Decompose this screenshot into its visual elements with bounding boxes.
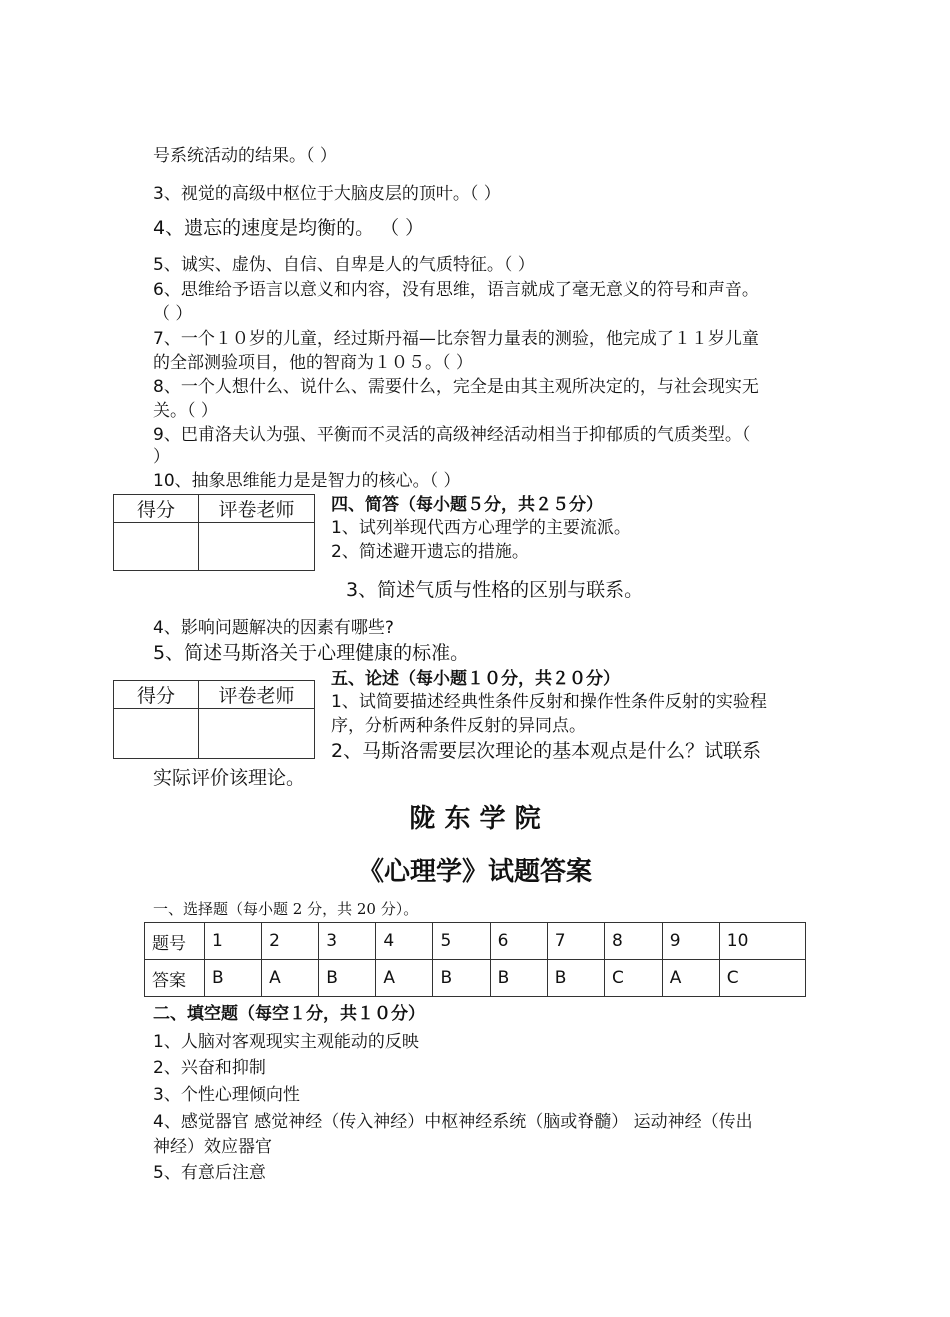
answer-cell: B xyxy=(547,960,604,997)
answer-title: 《心理学》试题答案 xyxy=(357,857,592,887)
essay-q1-line1: 1、试简要描述经典性条件反射和操作性条件反射的实验程 xyxy=(331,692,767,712)
essay-q2-line1: 2、马斯洛需要层次理论的基本观点是什么？试联系 xyxy=(331,740,762,762)
answer-cell: C xyxy=(719,960,805,997)
fill-answer-4-line1: 4、感觉器官 感觉神经（传入神经）中枢神经系统（脑或脊髓） 运动神经（传出 xyxy=(153,1112,753,1132)
score-label: 得分 xyxy=(114,681,199,709)
judgement-q9-line2: ） xyxy=(153,447,170,467)
essay-q2-line2: 实际评价该理论。 xyxy=(153,767,306,789)
essay-heading: 五、论述（每小题１０分，共２０分） xyxy=(331,669,620,689)
short-answer-q4: 4、影响问题解决的因素有哪些? xyxy=(153,618,394,638)
fill-answer-4-line2: 神经）效应器官 xyxy=(153,1137,272,1157)
judgement-q6-line2: （ ） xyxy=(153,304,193,324)
question-number-label: 题号 xyxy=(145,923,205,960)
score-box-section5 xyxy=(113,680,315,759)
judgement-q10: 10、抽象思维能力是是智力的核心。（ ） xyxy=(153,471,461,491)
short-answer-heading: 四、简答（每小题５分，共２５分） xyxy=(331,495,603,515)
grader-label: 评卷老师 xyxy=(199,495,315,523)
judgement-q9-line1: 9、巴甫洛夫认为强、平衡而不灵活的高级神经活动相当于抑郁质的气质类型。（ xyxy=(153,425,751,445)
short-answer-q2: 2、简述避开遗忘的措施。 xyxy=(331,542,529,562)
short-answer-q3: 3、简述气质与性格的区别与联系。 xyxy=(346,579,644,601)
question-number-row xyxy=(145,923,806,960)
answer-cell: B xyxy=(319,960,376,997)
answer-cell: B xyxy=(490,960,547,997)
question-number: 10 xyxy=(719,923,805,960)
judgement-q8-line1: 8、一个人想什么、说什么、需要什么，完全是由其主观所决定的，与社会现实无 xyxy=(153,377,759,397)
short-answer-q5: 5、简述马斯洛关于心理健康的标准。 xyxy=(153,642,470,664)
question-number: 4 xyxy=(376,923,433,960)
judgement-q5: 5、诚实、虚伪、自信、自卑是人的气质特征。（ ） xyxy=(153,255,535,275)
answer-row xyxy=(145,960,806,997)
judgement-q7-line1: 7、一个１０岁的儿童，经过斯丹福—比奈智力量表的测验，他完成了１１岁儿童 xyxy=(153,329,759,349)
answer-cell: A xyxy=(376,960,433,997)
question-number: 9 xyxy=(662,923,719,960)
answer-cell: A xyxy=(262,960,319,997)
essay-q1-line2: 序，分析两种条件反射的异同点。 xyxy=(331,716,586,736)
score-cell xyxy=(114,523,199,571)
score-label: 得分 xyxy=(114,495,199,523)
choice-heading: 一、选择题（每小题 2 分，共 20 分）。 xyxy=(153,900,419,918)
judgement-q8-line2: 关。（ ） xyxy=(153,401,218,421)
question-number: 5 xyxy=(433,923,490,960)
judgement-q4: 4、遗忘的速度是均衡的。 （ ） xyxy=(153,217,425,239)
judgement-q3: 3、视觉的高级中枢位于大脑皮层的顶叶。（ ） xyxy=(153,184,501,204)
fill-answer-2: 2、兴奋和抑制 xyxy=(153,1058,266,1078)
grader-label: 评卷老师 xyxy=(199,681,315,709)
question-number: 2 xyxy=(262,923,319,960)
score-box-section4 xyxy=(113,494,315,571)
short-answer-q1: 1、试列举现代西方心理学的主要流派。 xyxy=(331,518,631,538)
answer-cell: A xyxy=(662,960,719,997)
grader-cell xyxy=(199,709,315,759)
answer-cell: B xyxy=(205,960,262,997)
fill-heading: 二、填空题（每空１分，共１０分） xyxy=(153,1004,425,1024)
question-number: 1 xyxy=(205,923,262,960)
grader-cell xyxy=(199,523,315,571)
fill-answer-5: 5、有意后注意 xyxy=(153,1163,266,1183)
fill-answer-3: 3、个性心理倾向性 xyxy=(153,1085,300,1105)
answer-label: 答案 xyxy=(145,960,205,997)
answer-cell: B xyxy=(433,960,490,997)
judgement-q6-line1: 6、思维给予语言以意义和内容，没有思维，语言就成了毫无意义的符号和声音。 xyxy=(153,280,759,300)
question-number: 6 xyxy=(490,923,547,960)
score-cell xyxy=(114,709,199,759)
fill-answer-1: 1、人脑对客观现实主观能动的反映 xyxy=(153,1032,419,1052)
answer-cell: C xyxy=(604,960,662,997)
judgement-q7-line2: 的全部测验项目，他的智商为１０５。（ ） xyxy=(153,353,473,373)
judgement-q2-tail: 号系统活动的结果。（ ） xyxy=(153,146,337,166)
question-number: 8 xyxy=(604,923,662,960)
question-number: 7 xyxy=(547,923,604,960)
choice-answer-table xyxy=(144,922,806,997)
school-name: 陇 东 学 院 xyxy=(409,804,541,834)
question-number: 3 xyxy=(319,923,376,960)
